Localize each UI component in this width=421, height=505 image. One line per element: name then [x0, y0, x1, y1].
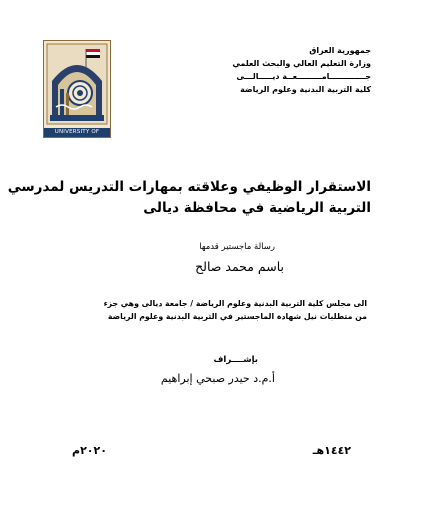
thesis-submitted-by-label: رسالة ماجستير قدمها — [199, 242, 275, 252]
header-line-ministry: وزارة التعليم العالي والبحث العلمي — [232, 59, 371, 68]
header-line-republic: جمهورية العراق — [309, 46, 371, 55]
university-logo — [43, 40, 111, 144]
submission-statement — [47, 297, 367, 323]
header-line-university: جـــــــــــــامـــــــــعــة ديـــــالـــى — [236, 72, 371, 81]
title-line-2: التربية الرياضية في محافظة ديالى — [143, 200, 371, 216]
supervisor-name: أ.م.د حيدر صبحي إبراهيم — [160, 372, 275, 385]
submission-line-1: الى مجلس كلية التربية البدنية وعلوم الرياضة / جامعة ديالى وهي جزء — [103, 299, 367, 308]
gregorian-date: ٢٠٢٠م — [72, 444, 107, 457]
header-line-college: كلية التربية البدنية وعلوم الرياضة — [240, 85, 371, 94]
hijri-date: ١٤٤٢هـ — [312, 444, 351, 457]
thesis-title — [7, 177, 371, 219]
submission-line-2: من متطلبات نيل شهادة الماجستير في التربية البدنية وعلوم الرياضة — [107, 312, 367, 321]
supervision-label: بإشــــراف — [213, 355, 258, 365]
logo-caption: UNIVERSITY OF DIYALA — [44, 128, 110, 137]
author-name: باسم محمد صالح — [195, 259, 284, 274]
institution-header — [211, 44, 371, 96]
logo-emblem-icon — [44, 41, 110, 128]
title-line-1: الاستقرار الوظيفي وعلاقته بمهارات التدريس لمدرسي — [7, 179, 371, 195]
